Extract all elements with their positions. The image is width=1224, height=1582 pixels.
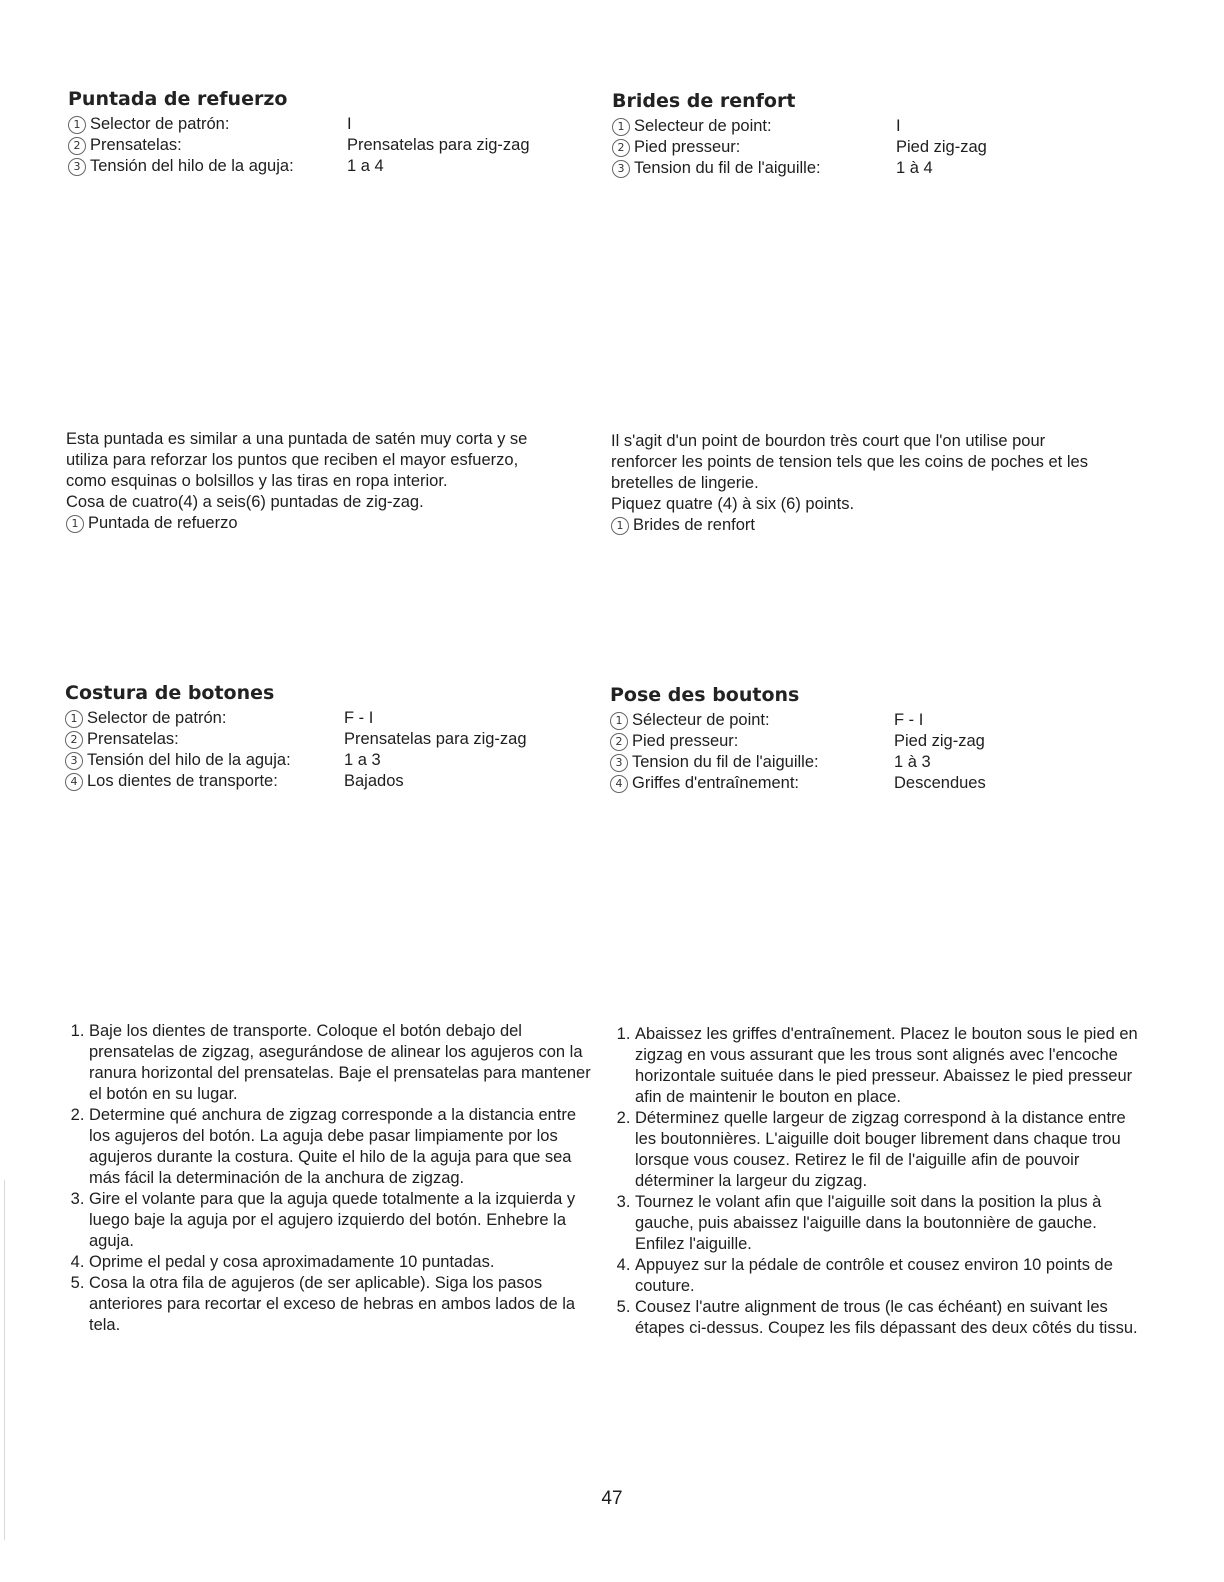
description-line: renforcer les points de tension tels que les coins de poches et les bbox=[611, 453, 1088, 471]
reinforce-es-heading: Puntada de refuerzo bbox=[68, 88, 288, 110]
buttons-es-heading: Costura de botones bbox=[65, 682, 275, 704]
description-line: bretelles de lingerie. bbox=[611, 474, 759, 492]
description-line: utiliza para reforzar los puntos que reciben el mayor esfuerzo, bbox=[66, 451, 519, 469]
buttons-fr-specs-block bbox=[610, 684, 1094, 794]
spec-label: Los dientes de transporte: bbox=[87, 772, 278, 790]
list-item: 1. Abaissez les griffes d'entraînement. Placez le bouton sous le pied en zigzag en vous assurant que les trous sont alignés avec l'encoche horizontale suituée dans le pied presseur. Abaissez le pied presseur afin de maintenir le bouton en place. bbox=[635, 1024, 1142, 1108]
spec-label: Selecteur de point: bbox=[634, 117, 772, 135]
spec-value: Prensatelas para zig-zag bbox=[347, 136, 530, 154]
spec-label: Griffes d'entraînement: bbox=[632, 774, 800, 792]
spec-value: Bajados bbox=[344, 772, 404, 790]
spec-label: Tension du fil de l'aiguille: bbox=[634, 159, 821, 177]
step-number-icon: 3 bbox=[68, 158, 86, 176]
spec-value: I bbox=[896, 117, 901, 135]
step-number-icon: 3 bbox=[65, 752, 83, 770]
spec-value: Pied zig-zag bbox=[894, 732, 985, 750]
spec-value: F - I bbox=[344, 709, 374, 727]
reinforce-fr-spec-table bbox=[612, 116, 1096, 179]
spec-value: 1 à 4 bbox=[896, 159, 933, 177]
step-number-icon: 1 bbox=[65, 710, 83, 728]
list-item: 3. Gire el volante para que la aguja quede totalmente a la izquierda y luego baje la aguja por el agujero izquierdo del botón. Enhebre la aguja. bbox=[89, 1189, 591, 1252]
spec-value: Prensatelas para zig-zag bbox=[344, 730, 527, 748]
spec-value: I bbox=[347, 115, 352, 133]
reinforce-fr-specs-block bbox=[612, 90, 1096, 179]
reinforce-fr-description bbox=[611, 431, 1151, 536]
list-item: 5. Cosa la otra fila de agujeros (de ser aplicable). Siga los pasos anteriores para recortar el exceso de hebras en ambos lados de la tela. bbox=[89, 1273, 591, 1336]
spec-label: Pied presseur: bbox=[632, 732, 739, 750]
step-number-icon: 1 bbox=[66, 515, 84, 533]
description-line: Esta puntada es similar a una puntada de satén muy corta y se bbox=[66, 430, 528, 448]
spec-label: Prensatelas: bbox=[87, 730, 179, 748]
spec-label: Prensatelas: bbox=[90, 136, 182, 154]
spec-value: 1 a 3 bbox=[344, 751, 381, 769]
list-item: 4. Oprime el pedal y cosa aproximadamente 10 puntadas. bbox=[89, 1252, 591, 1273]
figure-caption: 1 Puntada de refuerzo bbox=[66, 513, 586, 534]
step-number-icon: 2 bbox=[68, 137, 86, 155]
spec-label: Pied presseur: bbox=[634, 138, 741, 156]
scan-margin-line bbox=[4, 1180, 5, 1540]
list-item: 1. Baje los dientes de transporte. Coloque el botón debajo del prensatelas de zigzag, asegurándose de alinear los agujeros con la ranura horizontal del prensatelas. Baje el prensatelas para mantener el botón en su lugar. bbox=[89, 1021, 591, 1105]
spec-label: Tension du fil de l'aiguille: bbox=[632, 753, 819, 771]
description-line: Cosa de cuatro(4) a seis(6) puntadas de zig-zag. bbox=[66, 493, 424, 511]
step-number-icon: 3 bbox=[610, 754, 628, 772]
step-number-icon: 1 bbox=[611, 517, 629, 535]
reinforce-es-description bbox=[66, 429, 586, 534]
buttons-fr-spec-table bbox=[610, 710, 1094, 794]
step-number-icon: 4 bbox=[610, 775, 628, 793]
spec-value: Descendues bbox=[894, 774, 986, 792]
spec-value: 1 à 3 bbox=[894, 753, 931, 771]
buttons-fr-steps bbox=[612, 1024, 1142, 1339]
spec-label: Sélecteur de point: bbox=[632, 711, 770, 729]
spec-value: 1 a 4 bbox=[347, 157, 384, 175]
description-line: como esquinas o bolsillos y las tiras en ropa interior. bbox=[66, 472, 448, 490]
spec-value: F - I bbox=[894, 711, 924, 729]
list-item: 3. Tournez le volant afin que l'aiguille soit dans la position la plus à gauche, puis abaissez l'aiguille dans la boutonnière de gauche. Enfilez l'aiguille. bbox=[635, 1192, 1142, 1255]
spec-label: Selector de patrón: bbox=[87, 709, 227, 727]
step-number-icon: 2 bbox=[65, 731, 83, 749]
spec-label: Tensión del hilo de la aguja: bbox=[90, 157, 294, 175]
list-item: 2. Determine qué anchura de zigzag corresponde a la distancia entre los agujeros del botón. La aguja debe pasar limpiamente por los agujeros durante la costura. Quite el hilo de la aguja para que sea más fácil la determinación de la anchura de zigzag. bbox=[89, 1105, 591, 1189]
description-line: Piquez quatre (4) à six (6) points. bbox=[611, 495, 855, 513]
step-number-icon: 3 bbox=[612, 160, 630, 178]
figure-caption: 1 Brides de renfort bbox=[611, 515, 1151, 536]
step-number-icon: 2 bbox=[610, 733, 628, 751]
spec-label: Selector de patrón: bbox=[90, 115, 230, 133]
buttons-es-steps bbox=[66, 1021, 591, 1336]
reinforce-es-specs-block bbox=[68, 88, 567, 177]
step-number-icon: 1 bbox=[612, 118, 630, 136]
step-number-icon: 4 bbox=[65, 773, 83, 791]
reinforce-es-spec-table bbox=[68, 114, 567, 177]
description-line: Il s'agit d'un point de bourdon très court que l'on utilise pour bbox=[611, 432, 1046, 450]
buttons-es-spec-table bbox=[65, 708, 564, 792]
buttons-fr-heading: Pose des boutons bbox=[610, 684, 800, 706]
step-number-icon: 1 bbox=[610, 712, 628, 730]
list-item: 2. Déterminez quelle largeur de zigzag correspond à la distance entre les boutonnières. L'aiguille doit bouger librement dans chaque trou lorsque vous cousez. Retirez le fil de l'aiguille afin de pouvoir déterminer la largeur du zigzag. bbox=[635, 1108, 1142, 1192]
list-item: 5. Cousez l'autre alignment de trous (le cas échéant) en suivant les étapes ci-dessus. Coupez les fils dépassant des deux côtés du tissu. bbox=[635, 1297, 1142, 1339]
reinforce-fr-heading: Brides de renfort bbox=[612, 90, 796, 112]
steps-list bbox=[612, 1024, 1142, 1339]
step-number-icon: 1 bbox=[68, 116, 86, 134]
buttons-es-specs-block bbox=[65, 682, 564, 792]
spec-label: Tensión del hilo de la aguja: bbox=[87, 751, 291, 769]
step-number-icon: 2 bbox=[612, 139, 630, 157]
spec-value: Pied zig-zag bbox=[896, 138, 987, 156]
list-item: 4. Appuyez sur la pédale de contrôle et cousez environ 10 points de couture. bbox=[635, 1255, 1142, 1297]
page-number: 47 bbox=[601, 1488, 623, 1509]
steps-list bbox=[66, 1021, 591, 1336]
